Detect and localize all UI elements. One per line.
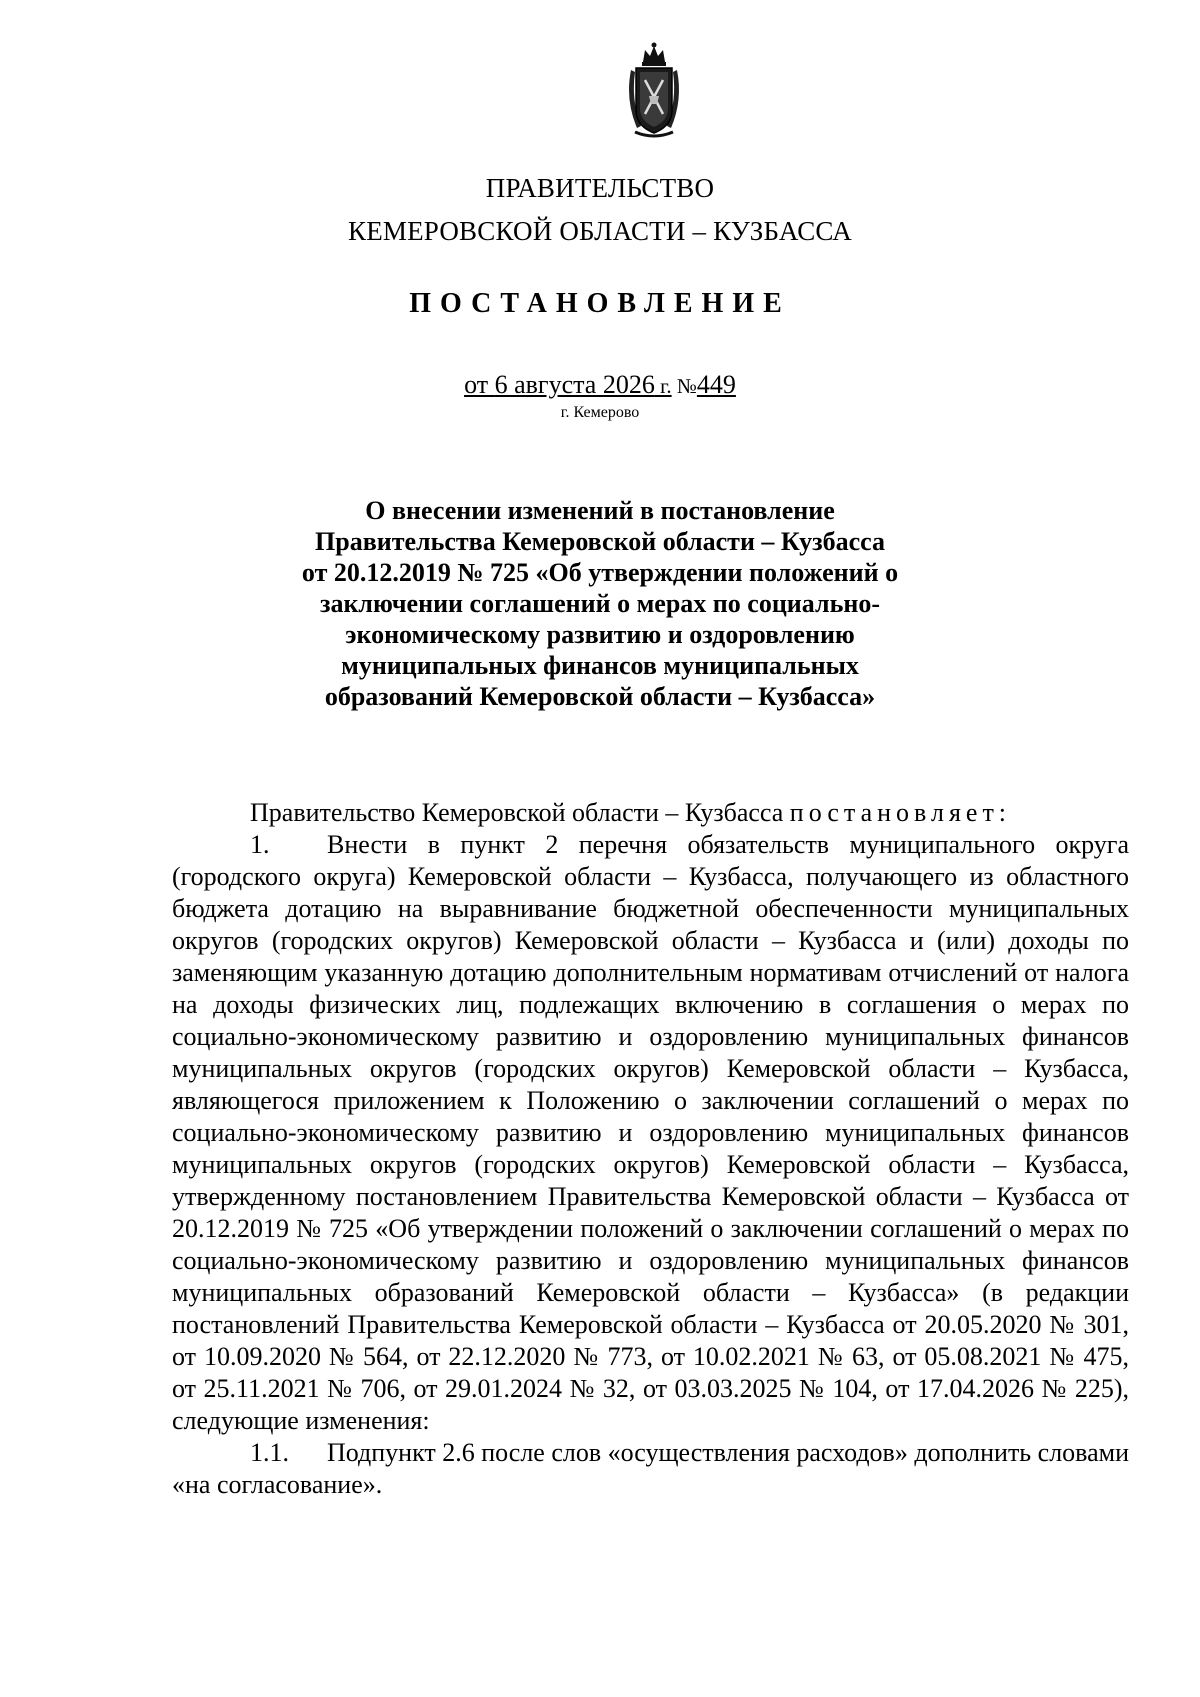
- heading-line: муниципальных финансов муниципальных: [341, 651, 859, 680]
- clause-1-1-text: Подпункт 2.6 после слов «осуществления расходов» дополнить словами «на согласование».: [172, 1438, 1130, 1499]
- clause-1-text: Внести в пункт 2 перечня обязательств муниципального округа (городского округа) Кемеровской области – Кузбасса, получающего из областного бюджета дотацию на выравнивание бюджетной обеспеченности муниципальных округов (городских округов) Кемеровской области – Кузбасса и (или) доходы по заменяющим указанную дотацию дополнительным нормативам отчислений от налога на доходы физических лиц, подлежащих включению в соглашения о мерах по социально-экономическому развитию и оздоровлению муниципальных финансов муниципальных округов (городских округов) Кемеровской области – Кузбасса, являющегося приложением к Положению о заключении соглашений о мерах по социально-экономическому развитию и оздоровлению муниципальных финансов муниципальных округов (городских округов) Кемеровской области – Кузбасса, утвержденному постановлением Правительства Кемеровской области – Кузбасса от 20.12.2019 № 725 «Об утверждении положений о заключении соглашений о мерах по социально-экономическому развитию и оздоровлению муниципальных финансов муниципальных образований Кемеровской области – Кузбасса» (в редакции постановлений Правительства Кемеровской области – Кузбасса от 20.05.2020 № 301, от 10.09.2020 № 564, от 22.12.2020 № 773, от 10.02.2021 № 63, от 05.08.2021 № 475, от 25.11.2021 № 706, от 29.01.2024 № 32, от 03.03.2025 № 104, от 17.04.2026 № 225), следующие изменения:: [172, 830, 1129, 1435]
- year-suffix: г.: [654, 374, 672, 398]
- government-name-line1: ПРАВИТЕЛЬСТВО: [485, 173, 715, 203]
- document-body: [172, 797, 1129, 1501]
- clause-1-number: 1.: [250, 830, 270, 859]
- intro-paragraph: [172, 797, 1129, 829]
- heading-line: от 20.12.2019 № 725 «Об утверждении положений о: [301, 558, 899, 587]
- intro-text: Правительство Кемеровской области – Кузбасса: [250, 798, 790, 827]
- intro-resolves: постановляет:: [789, 798, 1012, 827]
- date-prefix: от: [464, 370, 495, 399]
- clause-1-1-number: 1.1.: [250, 1438, 289, 1467]
- document-heading: [250, 495, 950, 712]
- document-type-title: ПОСТАНОВЛЕНИЕ: [409, 288, 791, 319]
- government-name-line2: КЕМЕРОВСКОЙ ОБЛАСТИ – КУЗБАССА: [348, 216, 852, 246]
- document-number: 449: [696, 370, 736, 399]
- heading-line: О внесении изменений в постановление: [365, 496, 835, 525]
- clause-1-paragraph: [172, 829, 1129, 1437]
- number-sign: №: [671, 374, 697, 398]
- clause-1-1-paragraph: [172, 1437, 1129, 1501]
- document-date: 6 августа 2026: [494, 370, 655, 399]
- date-number-line: [0, 370, 1200, 400]
- city-label: г. Кемерово: [560, 404, 640, 421]
- heading-line: Правительства Кемеровской области – Кузбасса: [315, 527, 885, 556]
- heading-line: образований Кемеровской области – Кузбасса»: [324, 682, 876, 711]
- heading-line: заключении соглашений о мерах по социально-: [320, 589, 880, 618]
- coat-of-arms-icon: [623, 40, 685, 140]
- heading-line: экономическому развитию и оздоровлению: [345, 620, 855, 649]
